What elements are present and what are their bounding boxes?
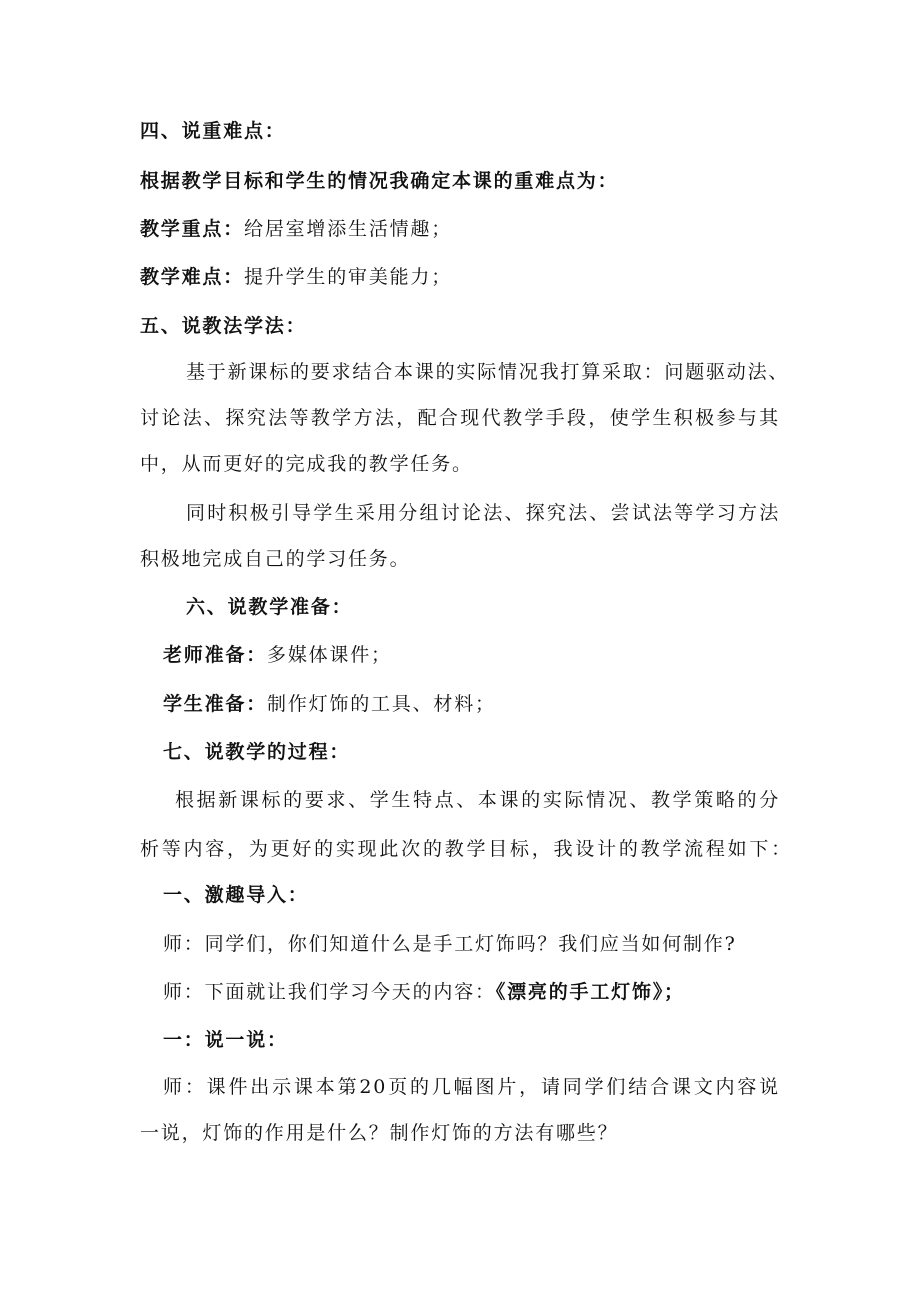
teaching-difficulty (140, 262, 452, 292)
student-preparation-label: 学生准备： (163, 693, 268, 715)
teacher-line-2 (163, 977, 685, 1007)
section-6-heading: 六、说教学准备： (186, 596, 353, 618)
student-preparation-text: 制作灯饰的工具、材料； (267, 693, 496, 715)
section-5-paragraph-1-line: 基于新课标的要求结合本课的实际情况我打算采取：问题驱动法、 (186, 361, 790, 383)
section-5-paragraph-2-line: 积极地完成自己的学习任务。 (140, 548, 411, 570)
teacher-preparation-label: 老师准备： (163, 644, 268, 666)
section-4-heading: 四、说重难点： (140, 120, 286, 142)
section-7-heading: 七、说教学的过程： (163, 741, 351, 763)
teaching-difficulty-text: 提升学生的审美能力； (244, 266, 453, 288)
teaching-key-point (140, 214, 452, 244)
teacher-line-3-continued: 一说，灯饰的作用是什么？制作灯饰的方法有哪些？ (140, 1122, 619, 1144)
student-preparation (163, 689, 496, 719)
section-5-paragraph-1-line: 讨论法、探究法等教学方法，配合现代教学手段，使学生积极参与其 (140, 407, 780, 429)
section-7-paragraph-line: 析等内容，为更好的实现此次的教学目标，我设计的教学流程如下： (140, 838, 792, 860)
teaching-key-label: 教学重点： (140, 218, 245, 240)
section-5-paragraph-1-line: 中，从而更好的完成我的教学任务。 (140, 453, 473, 475)
teaching-difficulty-label: 教学难点： (140, 266, 245, 288)
teacher-line-1: 师：同学们，你们知道什么是手工灯饰吗？我们应当如何制作? (163, 933, 737, 955)
teacher-preparation-text: 多媒体课件； (267, 644, 392, 666)
step-2-heading: 一：说一说： (163, 1029, 288, 1051)
section-4-intro: 根据教学目标和学生的情况我确定本课的重难点为： (140, 170, 619, 192)
step-1-heading: 一、激趣导入： (163, 884, 309, 906)
teacher-preparation (163, 640, 392, 670)
section-5-paragraph-2-line: 同时积极引导学生采用分组讨论法、探究法、尝试法等学习方法 (186, 502, 780, 524)
teacher-line-3: 师：课件出示课本第20页的几幅图片，请同学们结合课文内容说 (163, 1076, 780, 1098)
teacher-line-2-prefix: 师：下面就让我们学习今天的内容： (163, 981, 496, 1003)
lesson-title: 《漂亮的手工灯饰》； (495, 981, 685, 1003)
teaching-key-text: 给居室增添生活情趣； (244, 218, 453, 240)
section-5-heading: 五、说教法学法： (140, 315, 307, 337)
section-7-paragraph-line: 根据新课标的要求、学生特点、本课的实际情况、教学策略的分 (175, 789, 780, 811)
